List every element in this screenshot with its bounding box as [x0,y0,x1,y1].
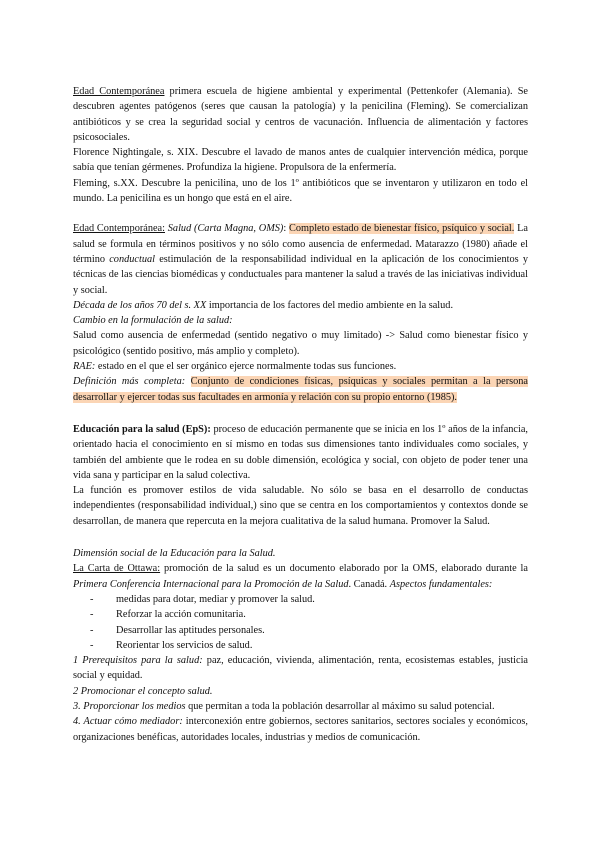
paragraph-funcion: La función es promover estilos de vida saludable. No sólo se basa en el desarrollo de conductas independientes (responsabilidad individual,) sino que se centra en los comportamientos y contextos donde se desarrollan, de manera que repercuta en la mejora cualitativa de la salud humana. Promover la Salud. [73,485,528,527]
list-item: - Reforzar la acción comunitaria. [116,607,528,622]
highlight-definicion-oms: Completo estado de bienestar físico, psíquico y social. [289,223,515,235]
paragraph-fleming: Fleming, s.XX. Descubre la penicilina, uno de los 1º antibióticos que se inventaron y utilizaron en todo el mundo. La penicilina es un hongo que está en el aire. [73,177,528,205]
paragraph-prerequisitos: 1 Prerequisitos para la salud: paz, educación, vivienda, alimentación, renta, ecosistemas estables, justicia social y equidad. [73,655,529,682]
document-page [73,84,528,745]
paragraph-rae: RAE: estado en el que el ser orgánico ejerce normalmente todas sus funciones. [73,361,397,373]
paragraph-edad-contemporanea-2: Edad Contemporánea: Salud (Carta Magna, OMS): Completo estado de bienestar físico, psíquico y social. La salud se formula en términos positivos y no sólo como ausencia de enfermedad. Matarazzo (1980) añade el término conductual estimulación de la responsabilidad individual en la aplicación de los conocimientos y técnicas de las ciencias biomédicas y conductuales para mantener la salud a través de las iniciativas individual y social. [73,223,528,296]
list-item: - medidas para dotar, mediar y promover la salud. [116,592,528,607]
heading-edad-contemporanea: Edad Contemporánea [73,86,165,97]
heading-carta-ottawa: La Carta de Ottawa: [73,563,161,575]
paragraph-definicion-completa: Definición más completa: Conjunto de condiciones físicas, psíquicas y sociales permitan a la persona desarrollar y ejercer todas sus facultades en armonía y relación con su propio entorno (1985). [73,376,528,403]
paragraph-decada-70: Década de los años 70 del s. XX importancia de los factores del medio ambiente en la salud. [73,299,454,311]
paragraph-proporcionar: 3. Proporcionar los medios que permitan a toda la población desarrollar al máximo su salud potencial. [73,700,495,712]
paragraph-salud-ausencia: Salud como ausencia de enfermedad (sentido negativo o muy limitado) -> Salud como bienestar físico y psicológico (sentido positivo, más amplio y completo). [73,330,528,357]
list-item: - Reorientar los servicios de salud. [116,638,528,653]
paragraph-mediador: 4. Actuar cómo mediador: interconexión entre gobiernos, sectores sanitarios, sectores sociales y económicos, organizaciones benéficas, autoridades locales, industrias y medios de comunicación. [73,716,529,743]
paragraph-eps: Educación para la salud (EpS): proceso de educación permanente que se inicia en los 1º años de la infancia, orientado hacia el conocimiento en sí mismo en todas sus dimensiones tanto individuales como sociales, y también del ambiente que le rodea en su doble dimensión, ecológica y social, con objeto de poder tener una vida sana y participar en la salud colectiva. [73,423,528,481]
bullet-list-aspectos [73,592,528,653]
heading-edad-contemporanea-2: Edad Contemporánea: [73,223,165,235]
paragraph-nightingale: Florence Nightingale, s. XIX. Descubre el lavado de manos antes de cualquier intervención médica, porque sabía que tenían gérmenes. Profundiza la higiene. Propulsora de la enfermería. [73,147,528,174]
paragraph-carta-ottawa: La Carta de Ottawa: promoción de la salud es un documento elaborado por la OMS, elaborado durante la Primera Conferencia Internacional para la Promoción de la Salud. Canadá. Aspectos fundamentales: [73,563,528,590]
paragraph-promocionar: 2 Promocionar el concepto salud. [73,685,213,697]
term-eps: Educación para la salud (EpS): [73,423,211,435]
paragraph-dimension-social: Dimensión social de la Educación para la Salud. [73,548,276,560]
list-item: - Desarrollar las aptitudes personales. [116,623,528,638]
highlight-definicion-completa: Conjunto de condiciones físicas, psíquicas y sociales permitan a la persona desarrollar y ejercer todas sus facultades en armonía y relación con su propio entorno (1985). [73,376,528,403]
paragraph-edad-contemporanea-1: Edad Contemporánea primera escuela de higiene ambiental y experimental (Pettenkofer (Alemania). Se descubren agentes patógenos (seres que causan la patología) y la penicilina (Fleming). Se comercializan antibióticos y se crea la seguridad social y centros de vacunación. Influencia de alimentación y factores psicosociales. [73,86,528,143]
paragraph-cambio-formulacion: Cambio en la formulación de la salud: [73,315,233,327]
